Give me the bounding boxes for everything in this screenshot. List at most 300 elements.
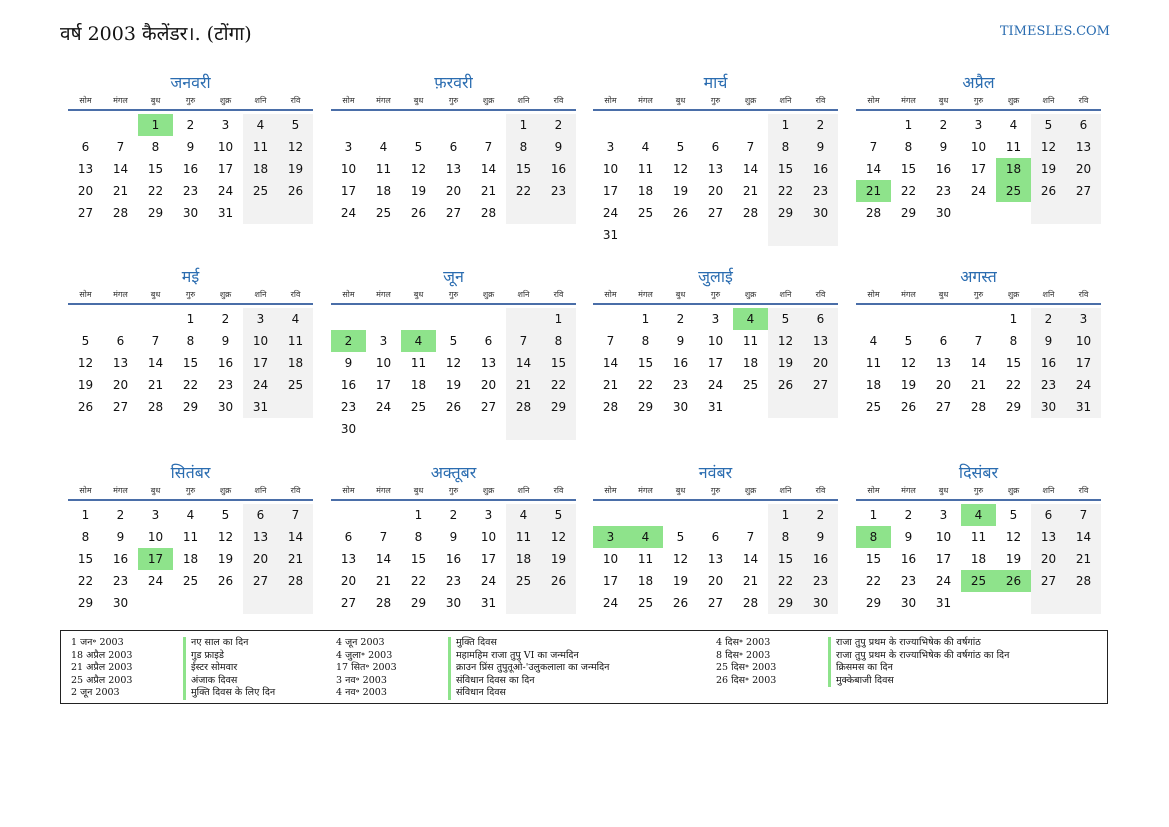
day-cell[interactable]: 9 <box>449 530 458 544</box>
day-cell[interactable]: 22 <box>77 574 94 588</box>
day-cell[interactable]: 23 <box>182 184 199 198</box>
day-cell[interactable]: 12 <box>672 552 689 566</box>
day-cell[interactable]: 13 <box>707 162 724 176</box>
day-cell[interactable]: 25 <box>742 378 759 392</box>
day-cell[interactable]: 19 <box>672 574 689 588</box>
day-cell[interactable]: 12 <box>900 356 917 370</box>
holiday-cell[interactable]: 3 <box>593 526 628 548</box>
day-cell[interactable]: 12 <box>410 162 427 176</box>
day-cell[interactable]: 27 <box>707 206 724 220</box>
day-cell[interactable]: 30 <box>803 202 838 224</box>
day-cell[interactable]: 14 <box>278 526 313 548</box>
day-cell[interactable]: 19 <box>278 158 313 180</box>
day-cell[interactable]: 27 <box>707 596 724 610</box>
day-cell[interactable]: 2 <box>449 508 458 522</box>
day-cell[interactable]: 31 <box>217 206 234 220</box>
day-cell[interactable]: 8 <box>414 530 423 544</box>
day-cell[interactable]: 6 <box>803 308 838 330</box>
day-cell[interactable]: 22 <box>1005 378 1022 392</box>
day-cell[interactable]: 7 <box>869 140 878 154</box>
day-cell[interactable]: 31 <box>243 396 278 418</box>
day-cell[interactable]: 26 <box>410 206 427 220</box>
day-cell[interactable]: 7 <box>746 530 755 544</box>
day-cell[interactable]: 21 <box>742 184 759 198</box>
day-cell[interactable]: 30 <box>803 592 838 614</box>
day-cell[interactable]: 2 <box>803 114 838 136</box>
day-cell[interactable]: 1 <box>869 508 878 522</box>
day-cell[interactable]: 5 <box>904 334 913 348</box>
holiday-cell[interactable]: 2 <box>331 330 366 352</box>
day-cell[interactable]: 3 <box>151 508 160 522</box>
day-cell[interactable]: 30 <box>672 400 689 414</box>
day-cell[interactable]: 22 <box>541 374 576 396</box>
day-cell[interactable]: 1 <box>904 118 913 132</box>
day-cell[interactable]: 8 <box>81 530 90 544</box>
day-cell[interactable]: 1 <box>81 508 90 522</box>
day-cell[interactable]: 8 <box>768 526 803 548</box>
day-cell[interactable]: 19 <box>768 352 803 374</box>
day-cell[interactable]: 21 <box>147 378 164 392</box>
day-cell[interactable]: 25 <box>375 206 392 220</box>
day-cell[interactable]: 14 <box>742 162 759 176</box>
day-cell[interactable]: 27 <box>445 206 462 220</box>
day-cell[interactable]: 18 <box>742 356 759 370</box>
day-cell[interactable]: 4 <box>186 508 195 522</box>
day-cell[interactable]: 27 <box>803 374 838 396</box>
day-cell[interactable]: 17 <box>970 162 987 176</box>
day-cell[interactable]: 3 <box>344 140 353 154</box>
day-cell[interactable]: 21 <box>742 574 759 588</box>
day-cell[interactable]: 9 <box>676 334 685 348</box>
site-link[interactable]: TIMESLES.COM <box>999 24 1110 39</box>
day-cell[interactable]: 1 <box>1009 312 1018 326</box>
day-cell[interactable]: 16 <box>935 162 952 176</box>
day-cell[interactable]: 11 <box>1005 140 1022 154</box>
day-cell[interactable]: 24 <box>243 374 278 396</box>
day-cell[interactable]: 23 <box>803 570 838 592</box>
day-cell[interactable]: 7 <box>606 334 615 348</box>
day-cell[interactable]: 21 <box>278 548 313 570</box>
day-cell[interactable]: 3 <box>711 312 720 326</box>
day-cell[interactable]: 21 <box>1066 548 1101 570</box>
day-cell[interactable]: 1 <box>768 114 803 136</box>
day-cell[interactable]: 18 <box>410 378 427 392</box>
day-cell[interactable]: 29 <box>147 206 164 220</box>
day-cell[interactable]: 6 <box>449 140 458 154</box>
day-cell[interactable]: 23 <box>672 378 689 392</box>
day-cell[interactable]: 9 <box>803 526 838 548</box>
day-cell[interactable]: 16 <box>217 356 234 370</box>
day-cell[interactable]: 19 <box>541 548 576 570</box>
day-cell[interactable]: 13 <box>445 162 462 176</box>
day-cell[interactable]: 3 <box>484 508 493 522</box>
day-cell[interactable]: 14 <box>506 352 541 374</box>
day-cell[interactable]: 16 <box>182 162 199 176</box>
day-cell[interactable]: 29 <box>541 396 576 418</box>
holiday-cell[interactable]: 4 <box>961 504 996 526</box>
day-cell[interactable]: 25 <box>182 574 199 588</box>
day-cell[interactable]: 13 <box>480 356 497 370</box>
day-cell[interactable]: 15 <box>410 552 427 566</box>
day-cell[interactable]: 21 <box>112 184 129 198</box>
day-cell[interactable]: 11 <box>278 330 313 352</box>
day-cell[interactable]: 10 <box>147 530 164 544</box>
day-cell[interactable]: 21 <box>375 574 392 588</box>
day-cell[interactable]: 11 <box>410 356 427 370</box>
day-cell[interactable]: 10 <box>707 334 724 348</box>
day-cell[interactable]: 5 <box>1009 508 1018 522</box>
day-cell[interactable]: 17 <box>217 162 234 176</box>
day-cell[interactable]: 11 <box>637 162 654 176</box>
day-cell[interactable]: 12 <box>445 356 462 370</box>
day-cell[interactable]: 16 <box>340 378 357 392</box>
day-cell[interactable]: 1 <box>641 312 650 326</box>
day-cell[interactable]: 3 <box>243 308 278 330</box>
day-cell[interactable]: 10 <box>217 140 234 154</box>
day-cell[interactable]: 7 <box>746 140 755 154</box>
day-cell[interactable]: 11 <box>865 356 882 370</box>
day-cell[interactable]: 16 <box>900 552 917 566</box>
day-cell[interactable]: 5 <box>449 334 458 348</box>
day-cell[interactable]: 31 <box>707 400 724 414</box>
day-cell[interactable]: 28 <box>112 206 129 220</box>
day-cell[interactable]: 2 <box>541 114 576 136</box>
day-cell[interactable]: 19 <box>1005 552 1022 566</box>
day-cell[interactable]: 14 <box>480 162 497 176</box>
day-cell[interactable]: 2 <box>676 312 685 326</box>
day-cell[interactable]: 16 <box>541 158 576 180</box>
day-cell[interactable]: 23 <box>217 378 234 392</box>
day-cell[interactable]: 22 <box>900 184 917 198</box>
day-cell[interactable]: 7 <box>151 334 160 348</box>
day-cell[interactable]: 13 <box>1031 526 1066 548</box>
day-cell[interactable]: 12 <box>77 356 94 370</box>
day-cell[interactable]: 9 <box>1031 330 1066 352</box>
day-cell[interactable]: 11 <box>375 162 392 176</box>
day-cell[interactable]: 4 <box>379 140 388 154</box>
day-cell[interactable]: 31 <box>935 596 952 610</box>
day-cell[interactable]: 15 <box>541 352 576 374</box>
day-cell[interactable]: 28 <box>602 400 619 414</box>
day-cell[interactable]: 18 <box>865 378 882 392</box>
day-cell[interactable]: 14 <box>970 356 987 370</box>
day-cell[interactable]: 15 <box>1005 356 1022 370</box>
day-cell[interactable]: 16 <box>803 548 838 570</box>
day-cell[interactable]: 5 <box>278 114 313 136</box>
day-cell[interactable]: 1 <box>768 504 803 526</box>
day-cell[interactable]: 18 <box>506 548 541 570</box>
day-cell[interactable]: 6 <box>484 334 493 348</box>
day-cell[interactable]: 3 <box>939 508 948 522</box>
day-cell[interactable]: 30 <box>340 422 357 436</box>
day-cell[interactable]: 11 <box>243 136 278 158</box>
day-cell[interactable]: 29 <box>77 596 94 610</box>
day-cell[interactable]: 26 <box>217 574 234 588</box>
day-cell[interactable]: 1 <box>186 312 195 326</box>
day-cell[interactable]: 10 <box>935 530 952 544</box>
day-cell[interactable]: 7 <box>379 530 388 544</box>
day-cell[interactable]: 6 <box>711 530 720 544</box>
day-cell[interactable]: 23 <box>112 574 129 588</box>
day-cell[interactable]: 30 <box>1031 396 1066 418</box>
day-cell[interactable]: 17 <box>1066 352 1101 374</box>
day-cell[interactable]: 12 <box>672 162 689 176</box>
day-cell[interactable]: 27 <box>340 596 357 610</box>
day-cell[interactable]: 23 <box>1031 374 1066 396</box>
day-cell[interactable]: 1 <box>414 508 423 522</box>
day-cell[interactable]: 5 <box>676 140 685 154</box>
day-cell[interactable]: 26 <box>541 570 576 592</box>
day-cell[interactable]: 12 <box>217 530 234 544</box>
day-cell[interactable]: 26 <box>445 400 462 414</box>
day-cell[interactable]: 30 <box>182 206 199 220</box>
day-cell[interactable]: 23 <box>803 180 838 202</box>
day-cell[interactable]: 19 <box>410 184 427 198</box>
day-cell[interactable]: 21 <box>970 378 987 392</box>
day-cell[interactable]: 24 <box>602 596 619 610</box>
day-cell[interactable]: 12 <box>1005 530 1022 544</box>
day-cell[interactable]: 18 <box>182 552 199 566</box>
day-cell[interactable]: 6 <box>939 334 948 348</box>
day-cell[interactable]: 16 <box>112 552 129 566</box>
day-cell[interactable]: 12 <box>768 330 803 352</box>
day-cell[interactable]: 27 <box>480 400 497 414</box>
day-cell[interactable]: 23 <box>445 574 462 588</box>
day-cell[interactable]: 16 <box>445 552 462 566</box>
holiday-cell[interactable]: 25 <box>961 570 996 592</box>
day-cell[interactable]: 23 <box>541 180 576 202</box>
day-cell[interactable]: 25 <box>410 400 427 414</box>
day-cell[interactable]: 20 <box>112 378 129 392</box>
day-cell[interactable]: 12 <box>1031 136 1066 158</box>
day-cell[interactable]: 20 <box>340 574 357 588</box>
day-cell[interactable]: 11 <box>182 530 199 544</box>
day-cell[interactable]: 10 <box>340 162 357 176</box>
day-cell[interactable]: 5 <box>768 308 803 330</box>
day-cell[interactable]: 20 <box>803 352 838 374</box>
day-cell[interactable]: 6 <box>1031 504 1066 526</box>
day-cell[interactable]: 15 <box>768 158 803 180</box>
holiday-cell[interactable]: 1 <box>138 114 173 136</box>
day-cell[interactable]: 28 <box>970 400 987 414</box>
day-cell[interactable]: 20 <box>243 548 278 570</box>
day-cell[interactable]: 24 <box>480 574 497 588</box>
day-cell[interactable]: 13 <box>77 162 94 176</box>
day-cell[interactable]: 25 <box>865 400 882 414</box>
day-cell[interactable]: 22 <box>768 570 803 592</box>
day-cell[interactable]: 17 <box>340 184 357 198</box>
holiday-cell[interactable]: 4 <box>628 526 663 548</box>
day-cell[interactable]: 22 <box>506 180 541 202</box>
day-cell[interactable]: 29 <box>768 202 803 224</box>
day-cell[interactable]: 17 <box>602 574 619 588</box>
day-cell[interactable]: 14 <box>602 356 619 370</box>
day-cell[interactable]: 11 <box>637 552 654 566</box>
day-cell[interactable]: 3 <box>974 118 983 132</box>
day-cell[interactable]: 4 <box>1009 118 1018 132</box>
day-cell[interactable]: 22 <box>865 574 882 588</box>
day-cell[interactable]: 18 <box>637 184 654 198</box>
day-cell[interactable]: 10 <box>375 356 392 370</box>
day-cell[interactable]: 16 <box>803 158 838 180</box>
day-cell[interactable]: 10 <box>243 330 278 352</box>
day-cell[interactable]: 4 <box>243 114 278 136</box>
day-cell[interactable]: 20 <box>1031 548 1066 570</box>
day-cell[interactable]: 20 <box>1066 158 1101 180</box>
day-cell[interactable]: 27 <box>243 570 278 592</box>
day-cell[interactable]: 8 <box>186 334 195 348</box>
day-cell[interactable]: 19 <box>445 378 462 392</box>
day-cell[interactable]: 22 <box>182 378 199 392</box>
day-cell[interactable]: 5 <box>221 508 230 522</box>
day-cell[interactable]: 17 <box>243 352 278 374</box>
day-cell[interactable]: 28 <box>147 400 164 414</box>
day-cell[interactable]: 9 <box>939 140 948 154</box>
day-cell[interactable]: 26 <box>900 400 917 414</box>
day-cell[interactable]: 3 <box>1066 308 1101 330</box>
day-cell[interactable]: 10 <box>480 530 497 544</box>
day-cell[interactable]: 14 <box>742 552 759 566</box>
day-cell[interactable]: 24 <box>147 574 164 588</box>
day-cell[interactable]: 15 <box>900 162 917 176</box>
day-cell[interactable]: 22 <box>410 574 427 588</box>
day-cell[interactable]: 24 <box>375 400 392 414</box>
day-cell[interactable]: 21 <box>602 378 619 392</box>
day-cell[interactable]: 28 <box>375 596 392 610</box>
day-cell[interactable]: 22 <box>768 180 803 202</box>
day-cell[interactable]: 2 <box>116 508 125 522</box>
day-cell[interactable]: 1 <box>541 308 576 330</box>
day-cell[interactable]: 13 <box>707 552 724 566</box>
day-cell[interactable]: 3 <box>221 118 230 132</box>
day-cell[interactable]: 16 <box>672 356 689 370</box>
day-cell[interactable]: 20 <box>935 378 952 392</box>
day-cell[interactable]: 15 <box>506 158 541 180</box>
day-cell[interactable]: 14 <box>112 162 129 176</box>
day-cell[interactable]: 26 <box>77 400 94 414</box>
day-cell[interactable]: 5 <box>414 140 423 154</box>
day-cell[interactable]: 10 <box>970 140 987 154</box>
day-cell[interactable]: 28 <box>1066 570 1101 592</box>
day-cell[interactable]: 3 <box>379 334 388 348</box>
day-cell[interactable]: 20 <box>480 378 497 392</box>
day-cell[interactable]: 6 <box>711 140 720 154</box>
day-cell[interactable]: 20 <box>445 184 462 198</box>
day-cell[interactable]: 9 <box>186 140 195 154</box>
day-cell[interactable]: 25 <box>243 180 278 202</box>
day-cell[interactable]: 17 <box>707 356 724 370</box>
holiday-cell[interactable]: 17 <box>138 548 173 570</box>
day-cell[interactable]: 23 <box>935 184 952 198</box>
day-cell[interactable]: 8 <box>506 136 541 158</box>
holiday-cell[interactable]: 8 <box>856 526 891 548</box>
day-cell[interactable]: 29 <box>900 206 917 220</box>
day-cell[interactable]: 18 <box>970 552 987 566</box>
holiday-cell[interactable]: 18 <box>996 158 1031 180</box>
day-cell[interactable]: 15 <box>182 356 199 370</box>
holiday-cell[interactable]: 26 <box>996 570 1031 592</box>
day-cell[interactable]: 10 <box>1066 330 1101 352</box>
day-cell[interactable]: 13 <box>340 552 357 566</box>
day-cell[interactable]: 24 <box>340 206 357 220</box>
day-cell[interactable]: 7 <box>974 334 983 348</box>
day-cell[interactable]: 24 <box>1066 374 1101 396</box>
day-cell[interactable]: 8 <box>541 330 576 352</box>
day-cell[interactable]: 4 <box>278 308 313 330</box>
day-cell[interactable]: 31 <box>602 228 619 242</box>
day-cell[interactable]: 5 <box>676 530 685 544</box>
day-cell[interactable]: 8 <box>641 334 650 348</box>
day-cell[interactable]: 8 <box>151 140 160 154</box>
day-cell[interactable]: 9 <box>344 356 353 370</box>
day-cell[interactable]: 4 <box>869 334 878 348</box>
day-cell[interactable]: 27 <box>77 206 94 220</box>
day-cell[interactable]: 14 <box>375 552 392 566</box>
day-cell[interactable]: 25 <box>637 596 654 610</box>
day-cell[interactable]: 7 <box>484 140 493 154</box>
day-cell[interactable]: 17 <box>935 552 952 566</box>
day-cell[interactable]: 29 <box>865 596 882 610</box>
day-cell[interactable]: 18 <box>375 184 392 198</box>
day-cell[interactable]: 19 <box>217 552 234 566</box>
day-cell[interactable]: 10 <box>602 552 619 566</box>
day-cell[interactable]: 29 <box>637 400 654 414</box>
day-cell[interactable]: 4 <box>506 504 541 526</box>
day-cell[interactable]: 19 <box>1031 158 1066 180</box>
day-cell[interactable]: 28 <box>278 570 313 592</box>
day-cell[interactable]: 13 <box>112 356 129 370</box>
day-cell[interactable]: 26 <box>672 206 689 220</box>
day-cell[interactable]: 24 <box>970 184 987 198</box>
day-cell[interactable]: 28 <box>865 206 882 220</box>
day-cell[interactable]: 29 <box>410 596 427 610</box>
day-cell[interactable]: 20 <box>707 184 724 198</box>
day-cell[interactable]: 8 <box>1009 334 1018 348</box>
day-cell[interactable]: 5 <box>1031 114 1066 136</box>
day-cell[interactable]: 5 <box>541 504 576 526</box>
day-cell[interactable]: 20 <box>707 574 724 588</box>
day-cell[interactable]: 26 <box>672 596 689 610</box>
day-cell[interactable]: 19 <box>77 378 94 392</box>
day-cell[interactable]: 13 <box>1066 136 1101 158</box>
day-cell[interactable]: 23 <box>340 400 357 414</box>
day-cell[interactable]: 25 <box>506 570 541 592</box>
day-cell[interactable]: 2 <box>186 118 195 132</box>
day-cell[interactable]: 7 <box>506 330 541 352</box>
day-cell[interactable]: 26 <box>1031 180 1066 202</box>
day-cell[interactable]: 25 <box>637 206 654 220</box>
day-cell[interactable]: 26 <box>278 180 313 202</box>
day-cell[interactable]: 2 <box>939 118 948 132</box>
day-cell[interactable]: 24 <box>707 378 724 392</box>
day-cell[interactable]: 6 <box>344 530 353 544</box>
day-cell[interactable]: 15 <box>77 552 94 566</box>
holiday-cell[interactable]: 21 <box>856 180 891 202</box>
day-cell[interactable]: 7 <box>278 504 313 526</box>
day-cell[interactable]: 29 <box>182 400 199 414</box>
holiday-cell[interactable]: 4 <box>733 308 768 330</box>
day-cell[interactable]: 6 <box>81 140 90 154</box>
day-cell[interactable]: 11 <box>506 526 541 548</box>
day-cell[interactable]: 30 <box>445 596 462 610</box>
day-cell[interactable]: 8 <box>904 140 913 154</box>
day-cell[interactable]: 31 <box>480 596 497 610</box>
day-cell[interactable]: 8 <box>768 136 803 158</box>
day-cell[interactable]: 29 <box>768 592 803 614</box>
day-cell[interactable]: 18 <box>278 352 313 374</box>
day-cell[interactable]: 11 <box>742 334 759 348</box>
day-cell[interactable]: 2 <box>803 504 838 526</box>
